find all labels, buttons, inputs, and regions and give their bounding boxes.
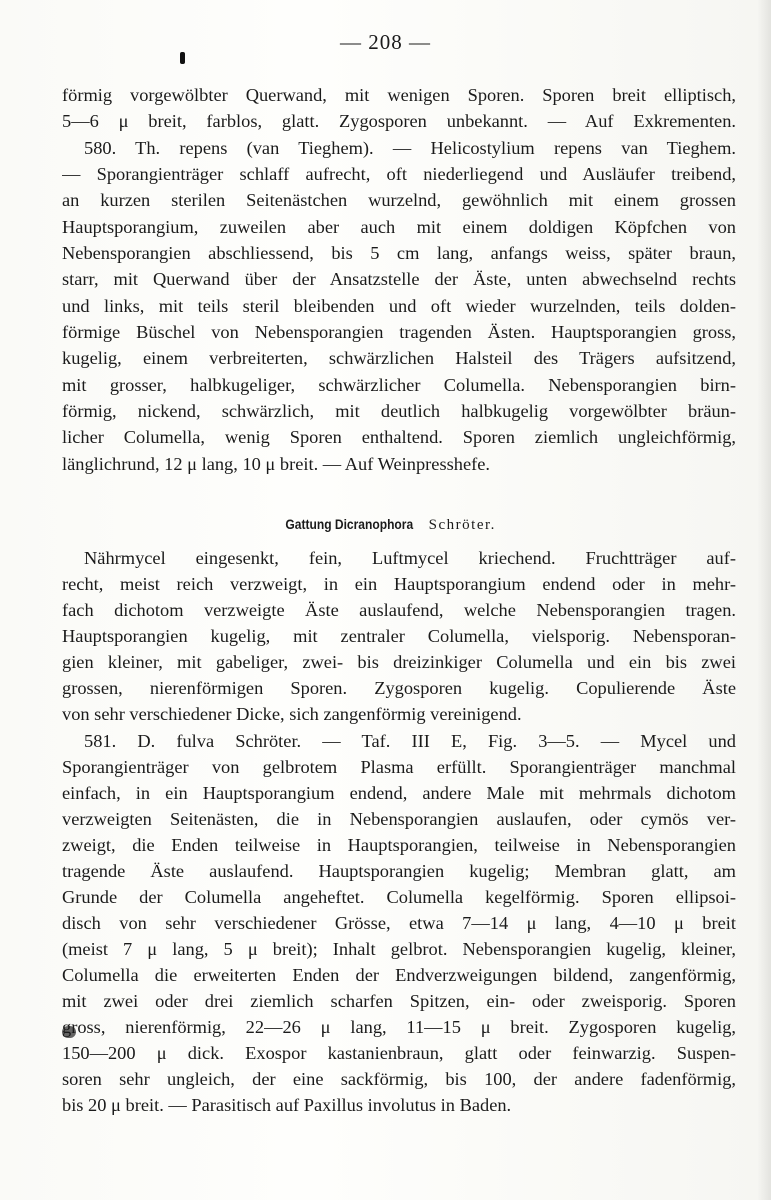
- text-line: verzweigten Seitenästen, die in Nebensporangien auslaufen, oder cymös ver-: [62, 809, 736, 829]
- genus-author: Schröter.: [428, 517, 496, 533]
- text-line: 150—200 μ dick. Exospor kastanienbraun, glatt oder feinwarzig. Suspen-: [62, 1043, 736, 1063]
- text-line: recht, meist reich verzweigt, in ein Hauptsporangium endend oder in mehr-: [62, 574, 736, 594]
- text-line: länglichrund, 12 μ lang, 10 μ breit. — Auf Weinpresshefe.: [62, 454, 491, 474]
- text-line: 580. Th. repens (van Tieghem). — Helicostylium repens van Tieghem.: [84, 138, 736, 158]
- text-line: förmig vorgewölbter Querwand, mit wenigen Sporen. Sporen breit elliptisch,: [62, 85, 736, 105]
- text-line: zweigt, die Enden teilweise in Hauptsporangien, teilweise in Nebensporangien: [62, 835, 736, 855]
- genus-name: Gattung Dicranophora: [285, 516, 414, 532]
- text-line: gien kleiner, mit gabeliger, zwei- bis dreizinkiger Columella und ein bis zwei: [62, 652, 736, 672]
- text-line: an kurzen sterilen Seitenästchen wurzelnd, gewöhnlich mit einem grossen: [62, 190, 736, 210]
- text-line: Nährmycel eingesenkt, fein, Luftmycel kriechend. Fruchtträger auf-: [84, 548, 736, 568]
- text-line: kugelig, einem verbreiterten, schwärzlichen Halsteil des Trägers aufsitzend,: [62, 348, 736, 368]
- text-line: von sehr verschiedener Dicke, sich zangenförmig vereinigend.: [62, 704, 522, 724]
- text-line: soren sehr ungleich, der eine sackförmig, bis 100, der andere fadenförmig,: [62, 1069, 736, 1089]
- text-line: bis 20 μ breit. — Parasitisch auf Paxillus involutus in Baden.: [62, 1095, 512, 1115]
- text-line: mit grosser, halbkugeliger, schwärzlicher Columella. Nebensporangien birn-: [62, 375, 736, 395]
- text-line: Columella die erweiterten Enden der Endverzweigungen bildend, zangenförmig,: [62, 965, 736, 985]
- text-line: und links, mit teils steril bleibenden und oft wieder wurzelnden, teils dolden-: [62, 296, 736, 316]
- text-line: grossen, nierenförmigen Sporen. Zygosporen kugelig. Copulierende Äste: [62, 678, 736, 698]
- text-line: Sporangienträger von gelbrotem Plasma erfüllt. Sporangienträger manchmal: [62, 757, 736, 777]
- text-line: 581. D. fulva Schröter. — Taf. III E, Fig. 3—5. — Mycel und: [84, 731, 736, 751]
- text-line: tragende Äste auslaufend. Hauptsporangien kugelig; Membran glatt, am: [62, 861, 736, 881]
- text-line: Nebensporangien abschliessend, bis 5 cm lang, anfangs weiss, später braun,: [62, 243, 736, 263]
- text-line: fach dichotom verzweigte Äste auslaufend, welche Nebensporangien tragen.: [62, 600, 736, 620]
- text-line: einfach, in ein Hauptsporangium endend, andere Male mit mehrmals dichotom: [62, 783, 736, 803]
- page-edge-shadow: [757, 0, 771, 1200]
- text-line: gross, nierenförmig, 22—26 μ lang, 11—15 μ breit. Zygosporen kugelig,: [62, 1017, 736, 1037]
- text-line: mit zwei oder drei ziemlich scharfen Spitzen, ein- oder zweisporig. Sporen: [62, 991, 736, 1011]
- text-line: disch von sehr verschiedener Grösse, etwa 7—14 μ lang, 4—10 μ breit: [62, 913, 736, 933]
- text-line: (meist 7 μ lang, 5 μ breit); Inhalt gelbrot. Nebensporangien kugelig, kleiner,: [62, 939, 736, 959]
- text-line: förmige Büschel von Nebensporangien tragenden Ästen. Hauptsporangien gross,: [62, 322, 736, 342]
- page-number: — 208 —: [340, 30, 431, 54]
- text-line: 5—6 μ breit, farblos, glatt. Zygosporen unbekannt. — Auf Exkrementen.: [62, 111, 736, 131]
- genus-heading: [0, 514, 771, 535]
- text-line: Hauptsporangium, zuweilen aber auch mit einem doldigen Köpfchen von: [62, 217, 736, 237]
- text-line: starr, mit Querwand über der Ansatzstelle der Äste, unten abwechselnd rechts: [62, 269, 736, 289]
- text-line: — Sporangienträger schlaff aufrecht, oft niederliegend und Ausläufer treibend,: [62, 164, 736, 184]
- text-line: förmig, nickend, schwärzlich, mit deutlich halbkugelig vorgewölbter bräun-: [62, 401, 736, 421]
- text-line: Hauptsporangien kugelig, mit zentraler Columella, vielsporig. Nebensporan-: [62, 626, 736, 646]
- text-line: Grunde der Columella angeheftet. Columella kegelförmig. Sporen ellipsoi-: [62, 887, 736, 907]
- text-line: licher Columella, wenig Sporen enthaltend. Sporen ziemlich ungleichförmig,: [62, 427, 736, 447]
